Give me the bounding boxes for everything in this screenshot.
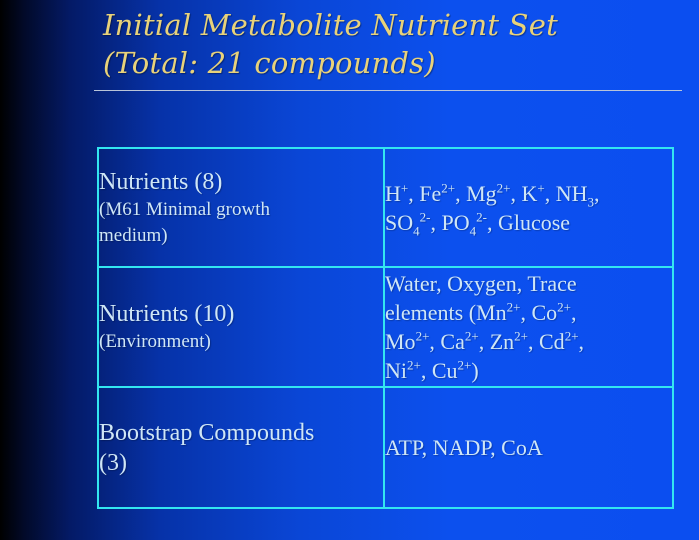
table-row	[98, 267, 673, 387]
row-label: (3)	[99, 449, 127, 476]
row-value-line: ATP, NADP, CoA	[385, 435, 543, 460]
row-sublabel: (Environment)	[99, 331, 211, 352]
row-label-cell	[98, 387, 384, 508]
row-label-cell	[98, 148, 384, 267]
row-label: Nutrients (8)	[99, 168, 223, 195]
row-label: Nutrients (10)	[99, 301, 235, 327]
row-label-cell	[98, 267, 384, 387]
nutrient-table	[97, 147, 674, 509]
row-value-line: elements ($Mn^{2+}$, $Co^{2+}$,	[385, 299, 577, 325]
title-line-1: Initial Metabolite Nutrient Set	[103, 8, 558, 42]
row-value-line: $Ni^{2+}$, $Cu^{2+}$)	[385, 357, 479, 383]
row-value-line: H+, $Fe^{2+}$, $Mg^{2+}$, K+, $NH_3$,	[385, 180, 600, 209]
table-row	[98, 148, 673, 267]
row-sublabel: medium)	[99, 224, 168, 246]
slide-title	[103, 6, 683, 82]
row-value-cell	[384, 267, 673, 387]
table-row	[98, 387, 673, 508]
row-value-cell	[384, 148, 673, 267]
row-value-cell	[384, 387, 673, 508]
row-sublabel: (M61 Minimal growth	[99, 198, 270, 220]
row-value-line: $Mo^{2+}$, $Ca^{2+}$, $Zn^{2+}$, $Cd^{2+}$,	[385, 328, 585, 354]
row-value-line: Water, Oxygen, Trace	[385, 271, 577, 296]
title-line-2: (Total: 21 compounds)	[103, 46, 436, 80]
row-label: Bootstrap Compounds	[99, 419, 315, 446]
row-value-line: $SO_4^{2-}$, $PO_4^{2-}$, Glucose	[385, 209, 571, 238]
title-underline	[94, 90, 682, 91]
